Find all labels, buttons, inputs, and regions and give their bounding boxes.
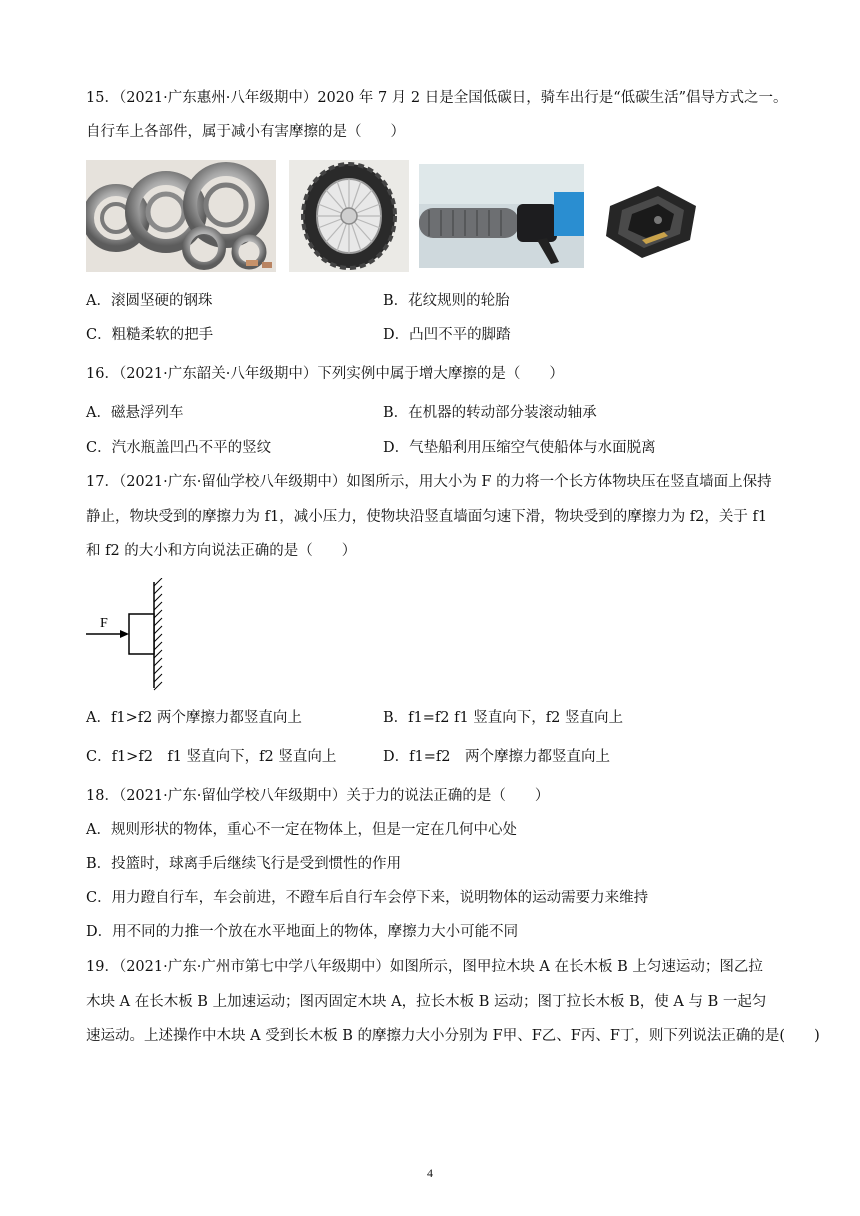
q16-option-b: B．在机器的转动部分装滚动轴承 xyxy=(383,405,597,421)
q15-option-a: A．滚圆坚硬的钢珠 xyxy=(86,293,213,309)
q18-option-b: B．投篮时，球离手后继续飞行是受到惯性的作用 xyxy=(86,856,402,872)
q18-option-a: A．规则形状的物体，重心不一定在物体上，但是一定在几何中心处 xyxy=(86,822,517,838)
q15-option-d: D．凸凹不平的脚踏 xyxy=(383,327,511,343)
q18-stem-line1: 18．（2021·广东·留仙学校八年级期中）关于力的说法正确的是（ ） xyxy=(86,788,550,804)
q15-stem-line2: 自行车上各部件，属于减小有害摩擦的是（ ） xyxy=(86,124,405,140)
q17-stem-line3: 和 f2 的大小和方向说法正确的是（ ） xyxy=(86,543,357,559)
q19-stem-line3: 速运动。上述操作中木块 A 受到长木板 B 的摩擦力大小分别为 F甲、F乙、F丙、F丁，则下列说法正确的是( ) xyxy=(86,1028,820,1044)
q17-option-b: B．f1=f2 f1 竖直向下，f2 竖直向上 xyxy=(383,710,623,726)
q16-option-a: A．磁悬浮列车 xyxy=(86,405,184,421)
q19-stem-line2: 木块 A 在长木板 B 上加速运动；图丙固定木块 A，拉长木板 B 运动；图丁拉长木板 B，使 A 与 B 一起匀 xyxy=(86,994,767,1010)
q18-option-c: C．用力蹬自行车，车会前进，不蹬车后自行车会停下来，说明物体的运动需要力来维持 xyxy=(86,890,649,906)
q15-option-c: C．粗糙柔软的把手 xyxy=(86,327,214,343)
q16-stem-line1: 16．（2021·广东韶关·八年级期中）下列实例中属于增大摩擦的是（ ） xyxy=(86,366,564,382)
q15-stem-line1: 15．（2021·广东惠州·八年级期中）2020 年 7 月 2 日是全国低碳日，骑车出行是“低碳生活”倡导方式之一。 xyxy=(86,90,788,106)
q17-stem-line2: 静止，物块受到的摩擦力为 f1，减小压力，使物块沿竖直墙面匀速下滑，物块受到的摩擦力为 f2，关于 f1 xyxy=(86,509,768,525)
q16-option-c: C．汽水瓶盖凹凸不平的竖纹 xyxy=(86,440,272,456)
force-block-wall-diagram xyxy=(84,578,184,692)
q19-stem-line1: 19．（2021·广东·广州市第七中学八年级期中）如图所示，图甲拉木块 A 在长木板 B 上匀速运动；图乙拉 xyxy=(86,959,763,975)
q17-option-c: C．f1>f2 f1 竖直向下，f2 竖直向上 xyxy=(86,749,337,765)
page-number: 4 xyxy=(427,1166,433,1180)
q17-stem-line1: 17．（2021·广东·留仙学校八年级期中）如图所示，用大小为 F 的力将一个长方体物块压在竖直墙面上保持 xyxy=(86,474,772,490)
q15-option-b: B．花纹规则的轮胎 xyxy=(383,293,510,309)
pedal-photo xyxy=(598,176,704,262)
q17-option-d: D．f1=f2 两个摩擦力都竖直向上 xyxy=(383,749,610,765)
force-label: F xyxy=(100,616,108,631)
q16-option-d: D．气垫船利用压缩空气使船体与水面脱离 xyxy=(383,440,656,456)
handlebar-grip-photo xyxy=(419,164,584,268)
q18-option-d: D．用不同的力推一个放在水平地面上的物体，摩擦力大小可能不同 xyxy=(86,924,519,940)
bearing-balls-photo xyxy=(86,160,276,272)
q17-option-a: A．f1>f2 两个摩擦力都竖直向上 xyxy=(86,710,302,726)
tire-wheel-photo xyxy=(289,160,409,272)
